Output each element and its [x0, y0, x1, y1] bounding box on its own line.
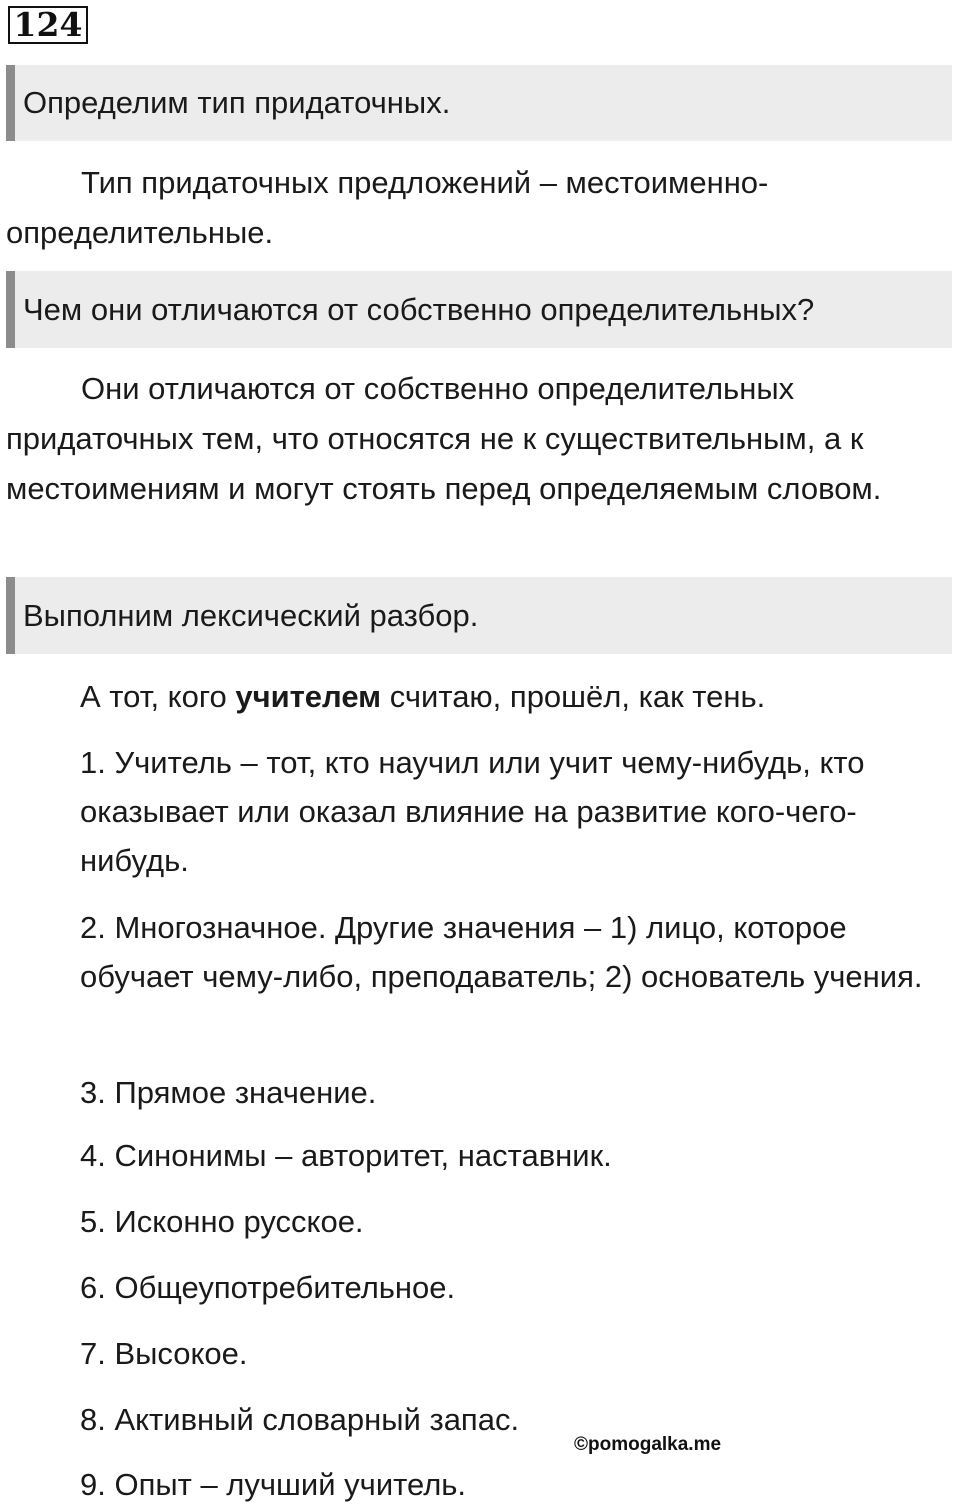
- watermark: ©pomogalka.me: [574, 1434, 722, 1455]
- sentence-after: считаю, прошёл, как тень.: [381, 679, 766, 714]
- question-bar-difference: Чем они отличаются от собственно определительных?: [6, 271, 952, 348]
- list-item-6: 6. Общеупотребительное.: [80, 1270, 456, 1305]
- answer-paragraph-difference: Они отличаются от собственно определительных придаточных тем, что относятся не к существительным, а к местоимениям и могут стоять перед определяемым словом.: [6, 371, 882, 506]
- question-bar-type: Определим тип придаточных.: [6, 65, 952, 141]
- answer-paragraph-type: Тип придаточных предложений – местоименно-определительные.: [6, 165, 769, 250]
- list-item-5: 5. Исконно русское.: [80, 1204, 364, 1239]
- sentence-highlighted-word: учителем: [235, 679, 382, 714]
- example-sentence: [80, 672, 950, 721]
- sentence-before: А тот, кого: [80, 679, 236, 714]
- list-item-1: 1. Учитель – тот, кто научил или учит чему-нибудь, кто оказывает или оказал влияние на развитие кого-чего-нибудь.: [80, 745, 865, 878]
- list-item-7: 7. Высокое.: [80, 1336, 248, 1371]
- list-item-2: 2. Многозначное. Другие значения – 1) лицо, которое обучает чему-либо, преподаватель; 2) основатель учения.: [80, 910, 923, 994]
- task-number: 124: [8, 6, 88, 44]
- list-item-9: 9. Опыт – лучший учитель.: [80, 1467, 467, 1502]
- list-item-4: 4. Синонимы – авторитет, наставник.: [80, 1138, 612, 1173]
- list-item-8: 8. Активный словарный запас.: [80, 1402, 520, 1437]
- question-bar-lexical: Выполним лексический разбор.: [6, 577, 952, 654]
- list-item-3: 3. Прямое значение.: [80, 1075, 377, 1110]
